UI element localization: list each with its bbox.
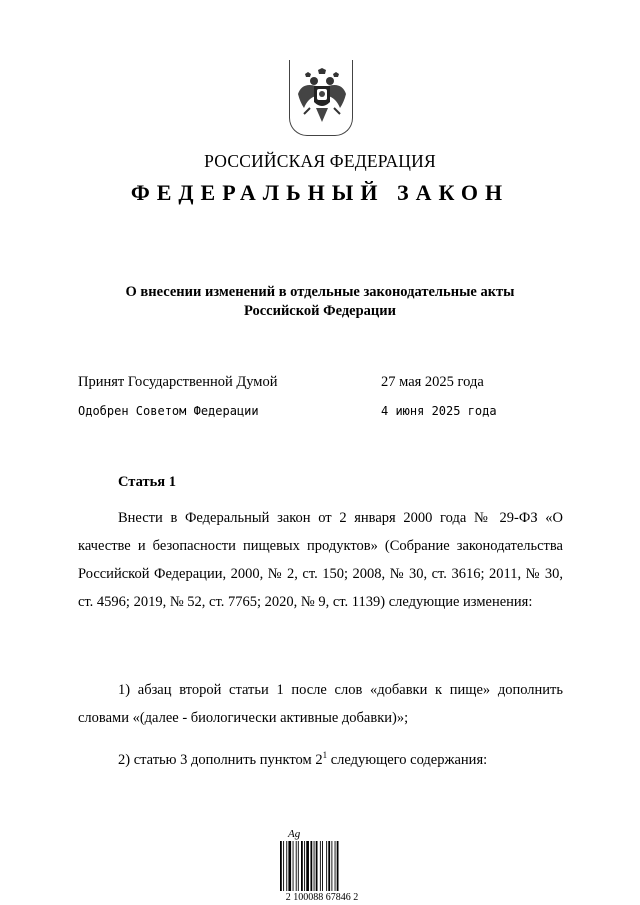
document-type: ФЕДЕРАЛЬНЫЙ ЗАКОН bbox=[130, 180, 510, 205]
barcode-icon bbox=[280, 841, 362, 891]
article-item-2-text: 2) статью 3 дополнить пунктом 2 bbox=[118, 752, 323, 768]
document-title-line-2: Российской Федерации bbox=[243, 303, 396, 319]
article-item-1: 1) абзац второй статьи 1 после слов «добавки к пище» дополнить словами «(далее - биологически активные добавки)»; bbox=[78, 682, 563, 726]
emblem-frame bbox=[289, 60, 353, 136]
article-item-2 bbox=[78, 746, 563, 774]
russian-coat-of-arms-icon bbox=[296, 68, 348, 128]
document-title bbox=[0, 283, 640, 321]
article-heading: Статья 1 bbox=[118, 474, 176, 490]
country-name: РОССИЙСКАЯ ФЕДЕРАЦИЯ bbox=[204, 151, 436, 171]
article-item-2-superscript: 1 bbox=[322, 750, 328, 760]
adopted-by-duma-label: Принят Государственной Думой bbox=[78, 374, 278, 390]
barcode-number: 2 100088 67846 2 bbox=[285, 892, 359, 903]
document-title-line-1: О внесении изменений в отдельные законодательные акты bbox=[125, 284, 515, 300]
adopted-by-duma-date: 27 мая 2025 года bbox=[381, 374, 484, 390]
article-item-2-text-end: следующего содержания: bbox=[327, 752, 488, 768]
signature-mark: Ag bbox=[288, 828, 301, 840]
approved-by-council-date: 4 июня 2025 года bbox=[381, 404, 497, 418]
approved-by-council-label: Одобрен Советом Федерации bbox=[78, 404, 259, 418]
article-intro-paragraph: Внести в Федеральный закон от 2 января 2000 года № 29-ФЗ «О качестве и безопасности пищевых продуктов» (Собрание законодательства Российской Федерации, 2000, № 2, ст. 150; 2008, № 30, ст. 3616; 2011, № 30, ст. 4596; 2019, № 52, ст. 7765; 2020, № 9, ст. 1139) следующие изменения: bbox=[78, 510, 563, 610]
